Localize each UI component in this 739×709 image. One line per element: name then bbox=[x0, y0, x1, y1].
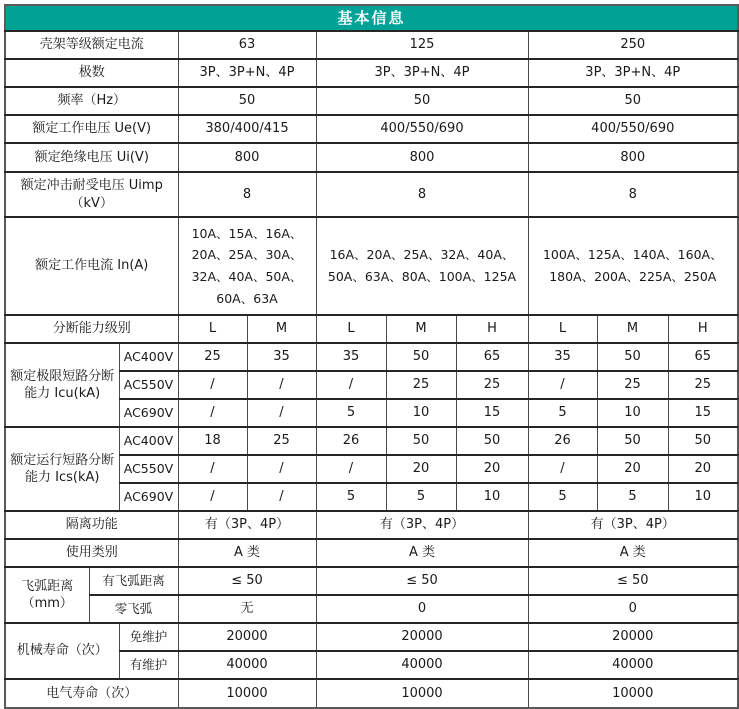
ics-sub-ac690v: AC690V bbox=[119, 483, 178, 511]
icu-cell: 35 bbox=[316, 343, 386, 371]
ics-cell: 50 bbox=[597, 427, 668, 455]
utilization-63: A 类 bbox=[178, 539, 316, 567]
icu-cell: 65 bbox=[668, 343, 738, 371]
arc-with-63: ≤ 50 bbox=[178, 567, 316, 595]
ics-label: 额定运行短路分断能力 Ics(kA) bbox=[5, 427, 119, 511]
ics-cell: / bbox=[247, 483, 316, 511]
ics-cell: 25 bbox=[247, 427, 316, 455]
icu-cell: 35 bbox=[247, 343, 316, 371]
row-ics-ac400v bbox=[5, 427, 738, 455]
basic-info-table bbox=[4, 4, 739, 709]
ics-cell: 50 bbox=[456, 427, 528, 455]
ics-cell: 18 bbox=[178, 427, 247, 455]
frequency-label: 频率（Hz） bbox=[5, 87, 178, 115]
ui-63: 800 bbox=[178, 143, 316, 172]
row-isolation bbox=[5, 511, 738, 539]
arc-zero-250: 0 bbox=[528, 595, 738, 623]
elec-life-250: 10000 bbox=[528, 679, 738, 708]
table-title: 基本信息 bbox=[5, 5, 738, 31]
icu-cell: 50 bbox=[597, 343, 668, 371]
row-poles bbox=[5, 59, 738, 87]
icu-cell: / bbox=[247, 399, 316, 427]
uimp-125: 8 bbox=[316, 172, 528, 217]
icu-cell: 10 bbox=[597, 399, 668, 427]
icu-cell: 50 bbox=[386, 343, 456, 371]
icu-cell: / bbox=[178, 371, 247, 399]
in-current-63: 10A、15A、16A、20A、25A、30A、32A、40A、50A、60A、63A bbox=[178, 217, 316, 315]
isolation-63: 有（3P、4P） bbox=[178, 511, 316, 539]
icu-cell: 25 bbox=[597, 371, 668, 399]
mech-with-125: 40000 bbox=[316, 651, 528, 679]
icu-sub-ac550v: AC550V bbox=[119, 371, 178, 399]
arc-sub-zero: 零飞弧 bbox=[89, 595, 178, 623]
arc-label: 飞弧距离（mm） bbox=[5, 567, 89, 623]
arc-with-250: ≤ 50 bbox=[528, 567, 738, 595]
ics-cell: 5 bbox=[316, 483, 386, 511]
ics-cell: 5 bbox=[597, 483, 668, 511]
isolation-250: 有（3P、4P） bbox=[528, 511, 738, 539]
ui-label: 额定绝缘电压 Ui(V) bbox=[5, 143, 178, 172]
grade-cell: L bbox=[528, 315, 597, 343]
ics-cell: 5 bbox=[386, 483, 456, 511]
frequency-125: 50 bbox=[316, 87, 528, 115]
mech-with-250: 40000 bbox=[528, 651, 738, 679]
uimp-label-line2: （kV） bbox=[70, 195, 113, 211]
utilization-label: 使用类别 bbox=[5, 539, 178, 567]
ui-250: 800 bbox=[528, 143, 738, 172]
frame-rating-63: 63 bbox=[178, 31, 316, 59]
icu-cell: / bbox=[178, 399, 247, 427]
ics-cell: / bbox=[178, 483, 247, 511]
ics-cell: / bbox=[316, 455, 386, 483]
row-arc-zero bbox=[5, 595, 738, 623]
utilization-250: A 类 bbox=[528, 539, 738, 567]
isolation-label: 隔离功能 bbox=[5, 511, 178, 539]
ics-cell: 10 bbox=[456, 483, 528, 511]
icu-cell: 25 bbox=[178, 343, 247, 371]
icu-cell: 10 bbox=[386, 399, 456, 427]
icu-cell: 65 bbox=[456, 343, 528, 371]
ui-125: 800 bbox=[316, 143, 528, 172]
row-utilization bbox=[5, 539, 738, 567]
frequency-63: 50 bbox=[178, 87, 316, 115]
frame-rating-label: 壳架等级额定电流 bbox=[5, 31, 178, 59]
row-mech-free bbox=[5, 623, 738, 651]
arc-sub-with: 有飞弧距离 bbox=[89, 567, 178, 595]
icu-cell: 25 bbox=[668, 371, 738, 399]
breaking-grade-label: 分断能力级别 bbox=[5, 315, 178, 343]
ics-cell: 50 bbox=[668, 427, 738, 455]
mech-life-label: 机械寿命（次） bbox=[5, 623, 119, 679]
in-current-250: 100A、125A、140A、160A、180A、200A、225A、250A bbox=[528, 217, 738, 315]
icu-cell: 25 bbox=[456, 371, 528, 399]
uimp-label-line1: 额定冲击耐受电压 Uimp bbox=[20, 178, 163, 194]
ics-cell: / bbox=[528, 455, 597, 483]
mech-free-125: 20000 bbox=[316, 623, 528, 651]
in-current-label: 额定工作电流 In(A) bbox=[5, 217, 178, 315]
ics-cell: 20 bbox=[597, 455, 668, 483]
in-current-125: 16A、20A、25A、32A、40A、50A、63A、80A、100A、125A bbox=[316, 217, 528, 315]
uimp-label bbox=[5, 172, 178, 217]
grade-cell: M bbox=[386, 315, 456, 343]
row-elec-life bbox=[5, 679, 738, 708]
icu-cell: / bbox=[528, 371, 597, 399]
poles-63: 3P、3P+N、4P bbox=[178, 59, 316, 87]
icu-cell: 5 bbox=[528, 399, 597, 427]
grade-cell: L bbox=[316, 315, 386, 343]
arc-zero-125: 0 bbox=[316, 595, 528, 623]
grade-cell: L bbox=[178, 315, 247, 343]
mech-sub-with: 有维护 bbox=[119, 651, 178, 679]
icu-label: 额定极限短路分断能力 Icu(kA) bbox=[5, 343, 119, 427]
arc-zero-63: 无 bbox=[178, 595, 316, 623]
icu-cell: 15 bbox=[456, 399, 528, 427]
utilization-125: A 类 bbox=[316, 539, 528, 567]
ue-label: 额定工作电压 Ue(V) bbox=[5, 115, 178, 143]
icu-sub-ac400v: AC400V bbox=[119, 343, 178, 371]
poles-125: 3P、3P+N、4P bbox=[316, 59, 528, 87]
mech-sub-free: 免维护 bbox=[119, 623, 178, 651]
icu-cell: / bbox=[247, 371, 316, 399]
row-ui bbox=[5, 143, 738, 172]
elec-life-125: 10000 bbox=[316, 679, 528, 708]
ue-125: 400/550/690 bbox=[316, 115, 528, 143]
grade-cell: M bbox=[597, 315, 668, 343]
elec-life-label: 电气寿命（次） bbox=[5, 679, 178, 708]
row-uimp bbox=[5, 172, 738, 217]
elec-life-63: 10000 bbox=[178, 679, 316, 708]
poles-250: 3P、3P+N、4P bbox=[528, 59, 738, 87]
ics-cell: / bbox=[247, 455, 316, 483]
arc-with-125: ≤ 50 bbox=[316, 567, 528, 595]
ics-cell: 20 bbox=[386, 455, 456, 483]
mech-with-63: 40000 bbox=[178, 651, 316, 679]
ics-cell: 26 bbox=[528, 427, 597, 455]
icu-cell: / bbox=[316, 371, 386, 399]
row-frequency bbox=[5, 87, 738, 115]
ics-sub-ac400v: AC400V bbox=[119, 427, 178, 455]
ics-cell: / bbox=[178, 455, 247, 483]
grade-cell: M bbox=[247, 315, 316, 343]
mech-free-63: 20000 bbox=[178, 623, 316, 651]
ics-cell: 20 bbox=[668, 455, 738, 483]
ics-cell: 26 bbox=[316, 427, 386, 455]
uimp-63: 8 bbox=[178, 172, 316, 217]
grade-cell: H bbox=[668, 315, 738, 343]
icu-sub-ac690v: AC690V bbox=[119, 399, 178, 427]
ue-63: 380/400/415 bbox=[178, 115, 316, 143]
mech-free-250: 20000 bbox=[528, 623, 738, 651]
isolation-125: 有（3P、4P） bbox=[316, 511, 528, 539]
ue-250: 400/550/690 bbox=[528, 115, 738, 143]
row-frame-rating bbox=[5, 31, 738, 59]
uimp-250: 8 bbox=[528, 172, 738, 217]
ics-cell: 10 bbox=[668, 483, 738, 511]
ics-sub-ac550v: AC550V bbox=[119, 455, 178, 483]
ics-cell: 20 bbox=[456, 455, 528, 483]
icu-cell: 25 bbox=[386, 371, 456, 399]
ics-cell: 50 bbox=[386, 427, 456, 455]
row-arc-with bbox=[5, 567, 738, 595]
frequency-250: 50 bbox=[528, 87, 738, 115]
row-icu-ac400v bbox=[5, 343, 738, 371]
grade-cell: H bbox=[456, 315, 528, 343]
frame-rating-250: 250 bbox=[528, 31, 738, 59]
frame-rating-125: 125 bbox=[316, 31, 528, 59]
poles-label: 极数 bbox=[5, 59, 178, 87]
icu-cell: 35 bbox=[528, 343, 597, 371]
ics-cell: 5 bbox=[528, 483, 597, 511]
icu-cell: 15 bbox=[668, 399, 738, 427]
row-breaking-grade bbox=[5, 315, 738, 343]
row-in-current bbox=[5, 217, 738, 315]
icu-cell: 5 bbox=[316, 399, 386, 427]
row-ue bbox=[5, 115, 738, 143]
